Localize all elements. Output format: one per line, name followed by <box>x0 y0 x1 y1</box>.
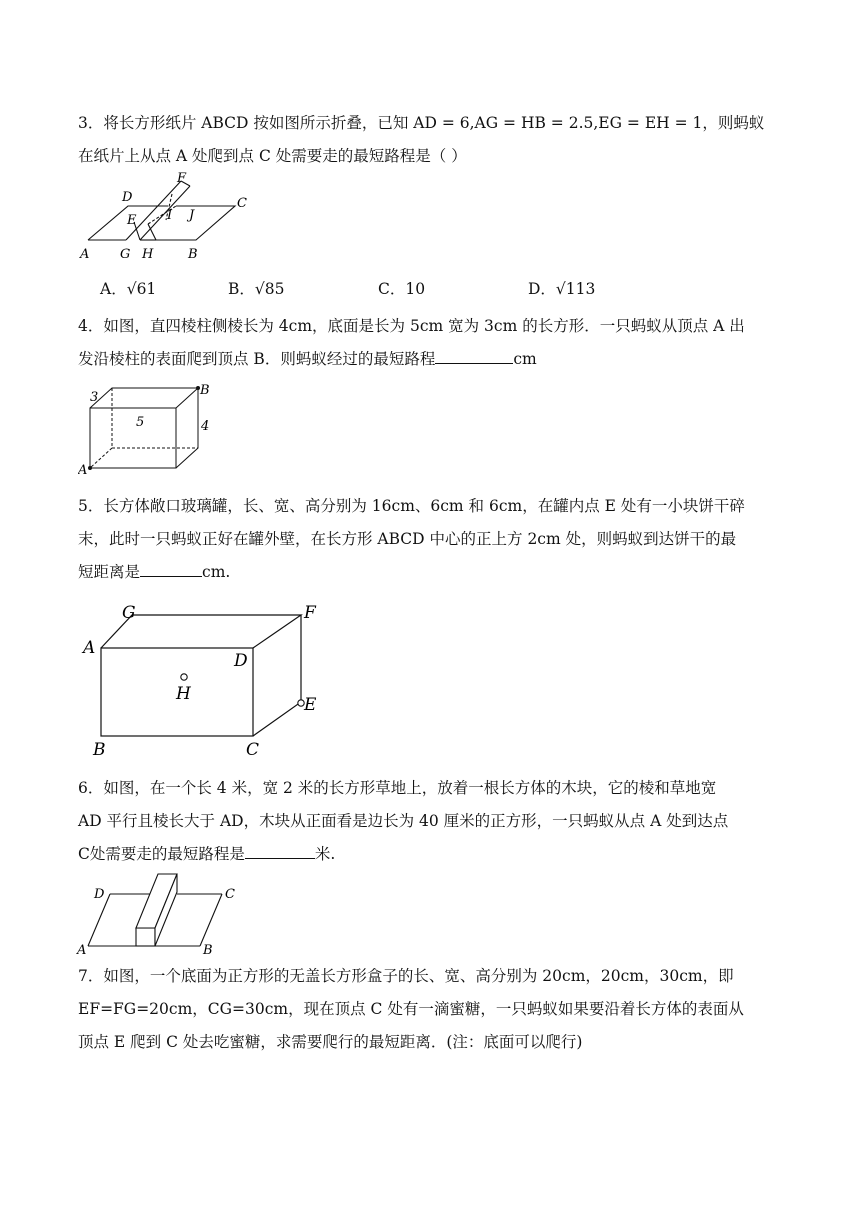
q4-label-5: 5 <box>136 415 145 430</box>
q5-line-1: 5．长方体敞口玻璃罐，长、宽、高分别为 16cm、6cm 和 6cm，在罐内点 E 处有一小块饼干碎 <box>78 497 745 515</box>
q3-option-d: D．√113 <box>528 280 596 298</box>
q4-line-2 <box>78 349 537 369</box>
q3-label-i: I <box>167 208 173 223</box>
q6-line-2: AD 平行且棱长大于 AD，木块从正面看是边长为 40 厘米的正方形，一只蚂蚁从点 A 处到达点 <box>78 812 729 830</box>
q4-figure <box>78 378 218 474</box>
q7-line-2: EF=FG=20cm，CG=30cm，现在顶点 C 处有一滴蜜糖，一只蚂蚁如果要沿着长方体的表面从 <box>78 1000 744 1018</box>
q5-label-d: D <box>234 651 248 671</box>
q6-unit: 米. <box>314 845 336 863</box>
q5-unit: cm. <box>202 563 231 581</box>
q5-label-h: H <box>176 684 191 704</box>
q6-line-3-text: C处需要走的最短路程是 <box>78 845 245 863</box>
q5-label-c: C <box>246 740 260 760</box>
q4-label-a: A <box>78 463 88 474</box>
q3-figure <box>78 172 258 264</box>
q5-label-f: F <box>304 603 316 623</box>
q6-line-1: 6．如图，在一个长 4 米，宽 2 米的长方形草地上，放着一根长方体的木块，它的棱和草地宽 <box>78 779 717 797</box>
q6-figure <box>76 868 246 956</box>
q4-unit: cm <box>513 350 537 368</box>
q3-label-d: D <box>122 190 133 205</box>
q4-line-2-text: 发沿棱柱的表面爬到顶点 B．则蚂蚁经过的最短路程 <box>78 350 436 368</box>
q4-label-3: 3 <box>90 390 99 405</box>
q4-label-b: B <box>200 383 210 398</box>
q3-label-f: F <box>177 172 187 186</box>
q5-label-e: E <box>304 695 317 715</box>
q6-label-d: D <box>94 887 105 902</box>
q3-line-2: 在纸片上从点 A 处爬到点 C 处需要走的最短路程是（ ） <box>78 147 467 165</box>
q4-line-1: 4．如图，直四棱柱侧棱长为 4cm，底面是长为 5cm 宽为 3cm 的长方形．一只蚂蚁从顶点 A 出 <box>78 317 745 335</box>
q6-label-a: A <box>77 943 87 956</box>
q3-label-j: J <box>189 208 195 223</box>
q3-label-a: A <box>80 247 90 262</box>
q5-label-b: B <box>93 740 106 760</box>
q3-label-g: G <box>120 247 131 262</box>
q3-label-e: E <box>127 213 137 228</box>
q5-answer-blank <box>140 562 202 577</box>
q4-label-4: 4 <box>201 419 210 434</box>
q5-line-3-text: 短距离是 <box>78 563 141 581</box>
q6-label-c: C <box>225 887 235 902</box>
q5-line-3 <box>78 562 230 582</box>
q6-label-b: B <box>203 943 213 956</box>
q5-label-a: A <box>83 638 96 658</box>
q5-line-2: 末，此时一只蚂蚁正好在罐外壁，在长方形 ABCD 中心的正上方 2cm 处，则蚂蚁到达饼干的最 <box>78 530 737 548</box>
q3-option-c: C．10 <box>378 280 426 298</box>
q7-line-3: 顶点 E 爬到 C 处去吃蜜糖，求需要爬行的最短距离．(注：底面可以爬行) <box>78 1033 583 1051</box>
q5-figure <box>80 600 330 760</box>
q4-answer-blank <box>435 349 513 364</box>
q3-label-h: H <box>142 247 154 262</box>
q3-option-a: A．√61 <box>100 280 157 298</box>
q6-line-3 <box>78 844 335 864</box>
q3-label-b: B <box>188 247 198 262</box>
q5-label-g: G <box>122 603 136 623</box>
q3-line-1: 3．将长方形纸片 ABCD 按如图所示折叠，已知 AD = 6,AG = HB = 2.5,EG = EH = 1，则蚂蚁 <box>78 114 765 132</box>
q6-answer-blank <box>245 844 315 859</box>
q7-line-1: 7．如图，一个底面为正方形的无盖长方形盒子的长、宽、高分别为 20cm，20cm，30cm，即 <box>78 967 734 985</box>
q3-option-b: B．√85 <box>228 280 285 298</box>
q3-label-c: C <box>237 196 247 211</box>
